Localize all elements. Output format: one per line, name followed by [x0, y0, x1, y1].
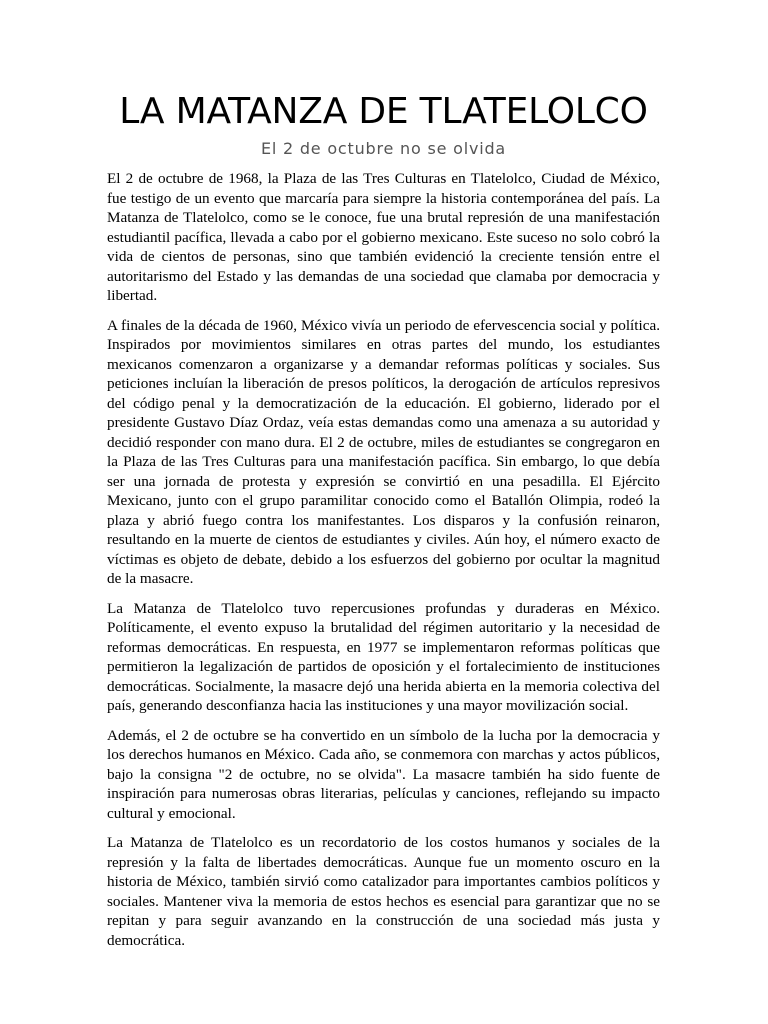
- document-title: LA MATANZA DE TLATELOLCO: [119, 91, 648, 132]
- paragraph-1: El 2 de octubre de 1968, la Plaza de las Tres Culturas en Tlatelolco, Ciudad de México, fue testigo de un evento que marcaría para siempre la historia contemporánea del país. La Matanza de Tlatelolco, como se le conoce, fue una brutal represión de una manifestación estudiantil pacífica, llevada a cabo por el gobierno mexicano. Este suceso no solo cobró la vida de cientos de personas, sino que también evidenció la creciente tensión entre el autoritarismo del Estado y las demandas de una sociedad que clamaba por democracia y libertad.: [107, 170, 660, 304]
- paragraph-4: Además, el 2 de octubre se ha convertido en un símbolo de la lucha por la democracia y los derechos humanos en México. Cada año, se conmemora con marchas y actos públicos, bajo la consigna "2 de octubre, no se olvida". La masacre también ha sido fuente de inspiración para numerosas obras literarias, películas y canciones, reflejando su impacto cultural y emocional.: [107, 726, 660, 822]
- paragraph-3: La Matanza de Tlatelolco tuvo repercusiones profundas y duraderas en México. Políticamente, el evento expuso la brutalidad del régimen autoritario y la necesidad de reformas democráticas. En respuesta, en 1977 se implementaron reformas políticas que permitieron la legalización de partidos de oposición y el fortalecimiento de instituciones democráticas. Socialmente, la masacre dejó una herida abierta en la memoria colectiva del país, generando desconfianza hacia las instituciones y una mayor movilización social.: [107, 599, 660, 714]
- document-page: [107, 88, 660, 960]
- document-body: [107, 169, 660, 950]
- paragraph-2: A finales de la década de 1960, México vivía un periodo de efervescencia social y política. Inspirados por movimientos similares en otras partes del mundo, los estudiantes mexicanos comenzaron a organizarse y a demandar reformas políticas y sociales. Sus peticiones incluían la liberación de presos políticos, la derogación de artículos represivos del código penal y la democratización de la educación. El gobierno, liderado por el presidente Gustavo Díaz Ordaz, veía estas demandas como una amenaza a su autoridad y decidió responder con mano dura. El 2 de octubre, miles de estudiantes se congregaron en la Plaza de las Tres Culturas para una manifestación pacífica. Sin embargo, lo que debía ser una jornada de protesta y expresión se convirtió en una pesadilla. El Ejército Mexicano, junto con el grupo paramilitar conocido como el Batallón Olimpia, rodeó la plaza y abrió fuego contra los manifestantes. Los disparos y la confusión reinaron, resultando en la muerte de cientos de estudiantes y civiles. Aún hoy, el número exacto de víctimas es objeto de debate, debido a los esfuerzos del gobierno por ocultar la magnitud de la masacre.: [107, 316, 660, 587]
- paragraph-5: La Matanza de Tlatelolco es un recordatorio de los costos humanos y sociales de la represión y la falta de libertades democráticas. Aunque fue un momento oscuro en la historia de México, también sirvió como catalizador para importantes cambios políticos y sociales. Mantener viva la memoria de estos hechos es esencial para garantizar que no se repitan y para seguir avanzando en la construcción de una sociedad más justa y democrática.: [107, 834, 660, 949]
- document-subtitle: El 2 de octubre no se olvida: [260, 139, 507, 158]
